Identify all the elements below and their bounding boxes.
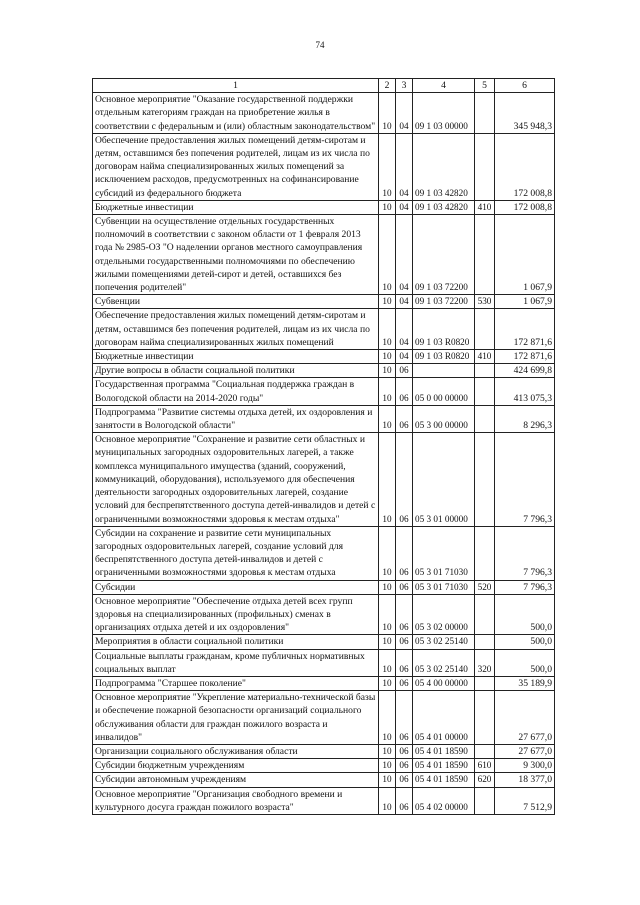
row-amount: 1 067,9 bbox=[495, 215, 555, 295]
table-row bbox=[93, 787, 555, 814]
row-expense-type-code bbox=[475, 676, 495, 690]
row-expense-type-code bbox=[475, 309, 495, 350]
row-subsection-code: 06 bbox=[396, 635, 413, 649]
row-target-article-code: 09 1 03 72200 bbox=[413, 295, 475, 309]
row-name: Подпрограмма "Старшее поколение" bbox=[93, 676, 379, 690]
row-section-code: 10 bbox=[379, 350, 396, 364]
row-subsection-code: 06 bbox=[396, 759, 413, 773]
row-expense-type-code bbox=[475, 744, 495, 758]
row-expense-type-code bbox=[475, 378, 495, 405]
row-section-code: 10 bbox=[379, 787, 396, 814]
row-target-article-code: 05 3 01 00000 bbox=[413, 433, 475, 526]
row-name: Мероприятия в области социальной политики bbox=[93, 635, 379, 649]
header-target-article: 4 bbox=[413, 79, 475, 93]
row-amount: 7 796,3 bbox=[495, 526, 555, 580]
table-row bbox=[93, 133, 555, 200]
row-expense-type-code: 320 bbox=[475, 649, 495, 676]
row-amount: 35 189,9 bbox=[495, 676, 555, 690]
row-amount: 500,0 bbox=[495, 635, 555, 649]
row-target-article-code: 05 0 00 00000 bbox=[413, 378, 475, 405]
row-target-article-code: 09 1 03 42820 bbox=[413, 200, 475, 214]
row-target-article-code: 05 4 01 18590 bbox=[413, 773, 475, 787]
row-subsection-code: 04 bbox=[396, 93, 413, 134]
row-section-code: 10 bbox=[379, 649, 396, 676]
row-expense-type-code bbox=[475, 215, 495, 295]
row-amount: 1 067,9 bbox=[495, 295, 555, 309]
row-amount: 500,0 bbox=[495, 649, 555, 676]
budget-table bbox=[92, 78, 555, 815]
row-subsection-code: 06 bbox=[396, 526, 413, 580]
table-row bbox=[93, 364, 555, 378]
table-row bbox=[93, 649, 555, 676]
row-target-article-code: 09 1 03 R0820 bbox=[413, 309, 475, 350]
row-section-code: 10 bbox=[379, 635, 396, 649]
row-amount: 172 008,8 bbox=[495, 133, 555, 200]
row-name: Другие вопросы в области социальной политики bbox=[93, 364, 379, 378]
row-expense-type-code bbox=[475, 594, 495, 635]
row-expense-type-code bbox=[475, 526, 495, 580]
row-amount: 413 075,3 bbox=[495, 378, 555, 405]
table-row bbox=[93, 200, 555, 214]
row-subsection-code: 06 bbox=[396, 433, 413, 526]
table-row bbox=[93, 744, 555, 758]
row-amount: 27 677,0 bbox=[495, 691, 555, 745]
table-row bbox=[93, 93, 555, 134]
row-amount: 500,0 bbox=[495, 594, 555, 635]
row-section-code: 10 bbox=[379, 433, 396, 526]
row-name: Организации социального обслуживания области bbox=[93, 744, 379, 758]
row-target-article-code: 05 4 01 18590 bbox=[413, 744, 475, 758]
row-name: Бюджетные инвестиции bbox=[93, 350, 379, 364]
row-target-article-code: 09 1 03 72200 bbox=[413, 215, 475, 295]
row-section-code: 10 bbox=[379, 691, 396, 745]
row-target-article-code: 09 1 03 R0820 bbox=[413, 350, 475, 364]
table-row bbox=[93, 594, 555, 635]
row-amount: 9 300,0 bbox=[495, 759, 555, 773]
row-amount: 7 512,9 bbox=[495, 787, 555, 814]
row-section-code: 10 bbox=[379, 676, 396, 690]
row-subsection-code: 06 bbox=[396, 405, 413, 432]
row-amount: 172 871,6 bbox=[495, 309, 555, 350]
table-row bbox=[93, 676, 555, 690]
row-expense-type-code bbox=[475, 433, 495, 526]
row-section-code: 10 bbox=[379, 773, 396, 787]
row-expense-type-code bbox=[475, 787, 495, 814]
table-row bbox=[93, 759, 555, 773]
row-expense-type-code bbox=[475, 635, 495, 649]
row-name: Государственная программа "Социальная поддержка граждан в Вологодской области на 2014-2020 годы" bbox=[93, 378, 379, 405]
row-subsection-code: 06 bbox=[396, 378, 413, 405]
row-subsection-code: 06 bbox=[396, 580, 413, 594]
row-expense-type-code: 410 bbox=[475, 200, 495, 214]
table-row bbox=[93, 378, 555, 405]
row-target-article-code: 05 3 02 25140 bbox=[413, 649, 475, 676]
row-target-article-code: 05 3 02 00000 bbox=[413, 594, 475, 635]
row-subsection-code: 06 bbox=[396, 676, 413, 690]
row-target-article-code: 05 3 01 71030 bbox=[413, 526, 475, 580]
header-name: 1 bbox=[93, 79, 379, 93]
row-name: Субсидии бюджетным учреждениям bbox=[93, 759, 379, 773]
row-name: Субсидии автономным учреждениям bbox=[93, 773, 379, 787]
row-name: Основное мероприятие "Оказание государственной поддержки отдельным категориям граждан на приобретение жилья в соответствии с федеральным и (или) областным законодательством" bbox=[93, 93, 379, 134]
table-header-row bbox=[93, 79, 555, 93]
table-row bbox=[93, 350, 555, 364]
row-expense-type-code bbox=[475, 405, 495, 432]
row-target-article-code: 09 1 03 42820 bbox=[413, 133, 475, 200]
row-expense-type-code: 410 bbox=[475, 350, 495, 364]
row-subsection-code: 04 bbox=[396, 215, 413, 295]
row-name: Бюджетные инвестиции bbox=[93, 200, 379, 214]
row-name: Субвенции на осуществление отдельных государственных полномочий в соответствии с законом области от 1 февраля 2013 года № 2985-ОЗ "О наделении органов местного самоуправления отдельными государственными полномочиями по обеспечению жилыми помещениями детей-сирот и детей, оставшихся без попечения родителей" bbox=[93, 215, 379, 295]
page-number: 74 bbox=[315, 40, 325, 50]
row-amount: 27 677,0 bbox=[495, 744, 555, 758]
row-target-article-code: 05 4 01 18590 bbox=[413, 759, 475, 773]
header-section: 2 bbox=[379, 79, 396, 93]
table-row bbox=[93, 773, 555, 787]
table-row bbox=[93, 526, 555, 580]
row-section-code: 10 bbox=[379, 594, 396, 635]
row-section-code: 10 bbox=[379, 744, 396, 758]
row-expense-type-code bbox=[475, 691, 495, 745]
row-target-article-code: 05 3 00 00000 bbox=[413, 405, 475, 432]
row-section-code: 10 bbox=[379, 93, 396, 134]
row-section-code: 10 bbox=[379, 133, 396, 200]
row-amount: 7 796,3 bbox=[495, 433, 555, 526]
table-row bbox=[93, 405, 555, 432]
table-row bbox=[93, 635, 555, 649]
row-target-article-code: 09 1 03 00000 bbox=[413, 93, 475, 134]
row-target-article-code: 05 3 01 71030 bbox=[413, 580, 475, 594]
row-subsection-code: 06 bbox=[396, 649, 413, 676]
row-section-code: 10 bbox=[379, 759, 396, 773]
row-section-code: 10 bbox=[379, 309, 396, 350]
row-expense-type-code: 530 bbox=[475, 295, 495, 309]
row-name: Обеспечение предоставления жилых помещений детям-сиротам и детям, оставшимся без попечения родителей, лицам из их числа по договорам найма специализированных жилых помещений bbox=[93, 309, 379, 350]
row-name: Социальные выплаты гражданам, кроме публичных нормативных социальных выплат bbox=[93, 649, 379, 676]
row-subsection-code: 04 bbox=[396, 133, 413, 200]
row-amount: 345 948,3 bbox=[495, 93, 555, 134]
row-amount: 8 296,3 bbox=[495, 405, 555, 432]
row-expense-type-code: 610 bbox=[475, 759, 495, 773]
row-name: Субсидии на сохранение и развитие сети муниципальных загородных оздоровительных лагерей, создание условий для беспрепятственного доступа детей-инвалидов и детей с ограниченными возможностями здоровья к местам отдыха bbox=[93, 526, 379, 580]
table-row bbox=[93, 433, 555, 526]
row-target-article-code: 05 3 02 25140 bbox=[413, 635, 475, 649]
row-target-article-code: 05 4 02 00000 bbox=[413, 787, 475, 814]
row-section-code: 10 bbox=[379, 405, 396, 432]
row-expense-type-code bbox=[475, 93, 495, 134]
row-amount: 424 699,8 bbox=[495, 364, 555, 378]
table-row bbox=[93, 215, 555, 295]
row-name: Подпрограмма "Развитие системы отдыха детей, их оздоровления и занятости в Вологодской области" bbox=[93, 405, 379, 432]
row-amount: 7 796,3 bbox=[495, 580, 555, 594]
row-target-article-code: 05 4 00 00000 bbox=[413, 676, 475, 690]
row-subsection-code: 06 bbox=[396, 691, 413, 745]
table-row bbox=[93, 691, 555, 745]
row-subsection-code: 04 bbox=[396, 295, 413, 309]
row-expense-type-code: 520 bbox=[475, 580, 495, 594]
row-section-code: 10 bbox=[379, 364, 396, 378]
header-subsection: 3 bbox=[396, 79, 413, 93]
row-name: Основное мероприятие "Сохранение и развитие сети областных и муниципальных загородных оздоровительных лагерей, а также комплекса муниципального имущества (зданий, сооружений, коммуникаций, оборудования), используемого для обеспечения деятельности загородных оздоровительных лагерей, создание условий для беспрепятственного доступа детей-инвалидов и детей с ограниченными возможностями здоровья к местам отдыха" bbox=[93, 433, 379, 526]
row-name: Субвенции bbox=[93, 295, 379, 309]
row-target-article-code bbox=[413, 364, 475, 378]
row-subsection-code: 06 bbox=[396, 787, 413, 814]
table-body bbox=[93, 93, 555, 815]
row-expense-type-code bbox=[475, 133, 495, 200]
table-row bbox=[93, 580, 555, 594]
row-subsection-code: 04 bbox=[396, 200, 413, 214]
header-amount: 6 bbox=[495, 79, 555, 93]
row-subsection-code: 06 bbox=[396, 364, 413, 378]
table-row bbox=[93, 295, 555, 309]
row-subsection-code: 06 bbox=[396, 773, 413, 787]
row-section-code: 10 bbox=[379, 526, 396, 580]
row-amount: 172 871,6 bbox=[495, 350, 555, 364]
row-section-code: 10 bbox=[379, 580, 396, 594]
row-amount: 18 377,0 bbox=[495, 773, 555, 787]
row-name: Субсидии bbox=[93, 580, 379, 594]
row-target-article-code: 05 4 01 00000 bbox=[413, 691, 475, 745]
row-subsection-code: 04 bbox=[396, 350, 413, 364]
row-name: Обеспечение предоставления жилых помещений детям-сиротам и детям, оставшимся без попечения родителей, лицам из их числа по договорам найма специализированных жилых помещений за исключением расходов, предусмотренных на софинансирование субсидий из федерального бюджета bbox=[93, 133, 379, 200]
row-section-code: 10 bbox=[379, 295, 396, 309]
row-expense-type-code bbox=[475, 364, 495, 378]
row-subsection-code: 06 bbox=[396, 744, 413, 758]
table-row bbox=[93, 309, 555, 350]
header-expense-type: 5 bbox=[475, 79, 495, 93]
row-section-code: 10 bbox=[379, 215, 396, 295]
row-name: Основное мероприятие "Обеспечение отдыха детей всех групп здоровья на специализированных (профильных) сменах в организациях отдыха детей и их оздоровления" bbox=[93, 594, 379, 635]
row-name: Основное мероприятие "Укрепление материально-технической базы и обеспечение пожарной безопасности организаций социального обслуживания области для граждан пожилого возраста и инвалидов" bbox=[93, 691, 379, 745]
row-name: Основное мероприятие "Организация свободного времени и культурного досуга граждан пожилого возраста" bbox=[93, 787, 379, 814]
row-section-code: 10 bbox=[379, 378, 396, 405]
row-amount: 172 008,8 bbox=[495, 200, 555, 214]
row-section-code: 10 bbox=[379, 200, 396, 214]
row-expense-type-code: 620 bbox=[475, 773, 495, 787]
row-subsection-code: 04 bbox=[396, 309, 413, 350]
row-subsection-code: 06 bbox=[396, 594, 413, 635]
